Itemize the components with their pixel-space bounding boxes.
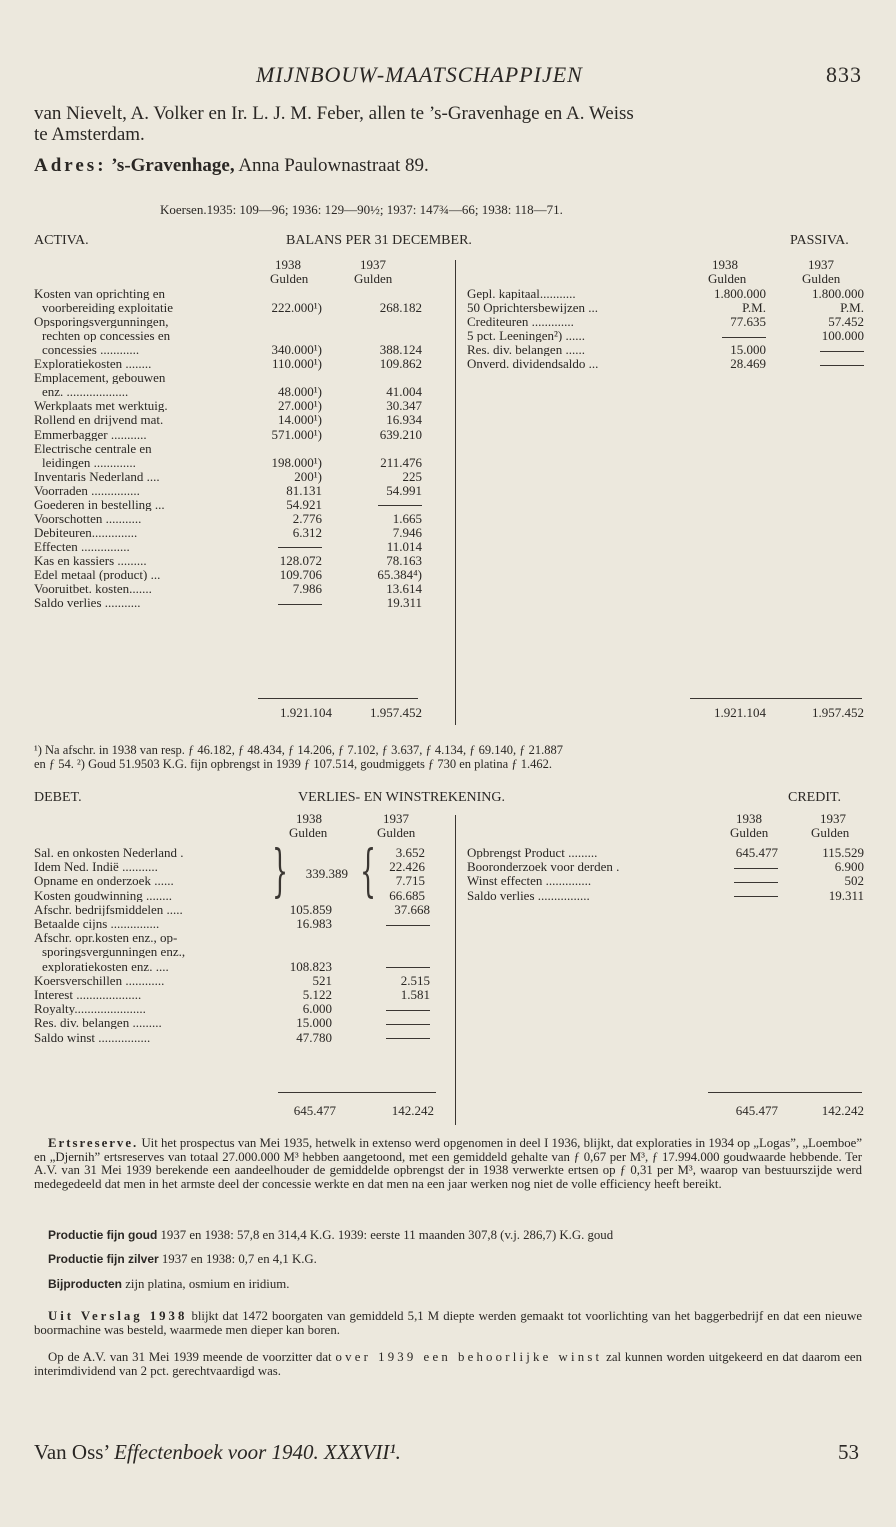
- activa-value-1937: 11.014: [386, 538, 422, 554]
- passiva-total-rule: [690, 698, 862, 699]
- activa-value-1937: 225: [402, 468, 422, 484]
- credit-value-1938: 645.477: [735, 845, 778, 860]
- activa-value-1938: 54.921: [286, 496, 322, 512]
- activa-value-1937: 16.934: [386, 412, 422, 428]
- passiva-row-label: Res. div. belangen ......: [467, 343, 585, 357]
- debet-value-1937: [336, 1002, 430, 1015]
- dash-mark: [386, 967, 430, 968]
- debet-value-1938: 6.000: [302, 1001, 332, 1017]
- activa-row-label: Kas en kassiers .........: [34, 553, 147, 567]
- activa-value-1938: [220, 540, 322, 553]
- credit-row-label: Saldo verlies ................: [467, 888, 590, 902]
- debet-grouped-label: Idem Ned. Indië ...........: [34, 860, 158, 874]
- bijproducten-body: zijn platina, osmium en iridium.: [125, 1277, 290, 1291]
- credit-value-1937: 19.311: [828, 887, 864, 903]
- activa-row-label: Werkplaats met werktuig.: [34, 399, 168, 413]
- passiva-value-1938: 15.000: [730, 342, 766, 358]
- dash-mark: [386, 1024, 430, 1025]
- passiva-row-label: 50 Oprichtersbewijzen ...: [467, 301, 599, 315]
- activa-value-1938: 48.000¹): [278, 384, 322, 400]
- activa-value-1938: 571.000¹): [271, 426, 322, 442]
- credit-value-1938: [700, 874, 778, 887]
- passiva-row-label: Onverd. dividendsaldo ...: [467, 357, 599, 371]
- brace-right: {: [360, 839, 377, 904]
- activa-total-rule: [258, 698, 418, 699]
- debet-value-1937: 2.515: [400, 972, 430, 988]
- credit-row-label: Winst effecten ..............: [467, 874, 592, 888]
- activa-row-label: Exploratiekosten ........: [34, 357, 152, 371]
- activa-value-1937: 639.210: [379, 426, 422, 442]
- activa-value-1937: 1.665: [392, 510, 422, 526]
- activa-value-1938: 200¹): [294, 468, 322, 484]
- debet-value-1938: 108.823: [289, 958, 332, 974]
- footer-book: Effectenboek voor 1940. XXXVII¹.: [114, 1440, 401, 1464]
- activa-row-label: Voorraden ...............: [34, 483, 140, 497]
- passiva-year-1938: 1938: [712, 257, 738, 272]
- address-street: Anna Paulownastraat 89.: [238, 155, 429, 176]
- credit-unit-1937: Gulden: [811, 825, 850, 840]
- passiva-value-1938: P.M.: [742, 300, 766, 316]
- verslag-label: Uit Verslag 1938: [48, 1309, 188, 1323]
- activa-value-1938: 7.986: [292, 581, 322, 597]
- dash-mark: [734, 896, 778, 897]
- passiva-unit-1937: Gulden: [802, 271, 841, 286]
- credit-total-1938: 645.477: [735, 1103, 778, 1118]
- debet-grouped-1937: 22.426: [389, 859, 425, 875]
- activa-value-1937: 19.311: [386, 595, 422, 611]
- credit-value-1937: 502: [844, 873, 864, 889]
- debet-value-1938: 16.983: [296, 916, 332, 931]
- activa-value-1938: 6.312: [292, 524, 322, 540]
- debet-unit-1938: Gulden: [289, 825, 328, 840]
- footnote-2: en ƒ 54. ²) Goud 51.9503 K.G. fijn opbrengst in 1939 ƒ 107.514, goudmiggets ƒ 730 en platina ƒ 1.462.: [34, 757, 552, 771]
- av-spaced: over 1939 een behoorlijke winst: [335, 1350, 603, 1364]
- activa-value-1937: 109.862: [379, 356, 422, 372]
- passiva-value-1938: 28.469: [730, 356, 766, 372]
- running-title: MIJNBOUW-MAATSCHAPPIJEN: [256, 62, 583, 87]
- activa-value-1937: 268.182: [379, 300, 422, 316]
- credit-year-1937: 1937: [820, 811, 846, 826]
- activa-row-label: Saldo verlies ...........: [34, 596, 141, 610]
- activa-value-1938: 27.000¹): [278, 398, 322, 414]
- passiva-value-1937: 57.452: [828, 314, 864, 330]
- verslag-body: blijkt dat 1472 boorgaten van gemiddeld 5,1 M diepte werden gemaakt tot voorlichting van het baggerbedrijf en dat een nieuwe boormachine was besteld, waarmede men dieper kan boren.: [34, 1309, 862, 1337]
- activa-row-label: Opsporingsvergunningen,: [34, 315, 169, 329]
- activa-row-label: Debiteuren..............: [34, 525, 138, 539]
- activa-row-label: Electrische centrale en: [34, 441, 152, 455]
- activa-value-1937: 211.476: [380, 454, 422, 470]
- intro-line-1: van Nievelt, A. Volker en Ir. L. J. M. Feber, allen te ’s-Gravenhage en A. Weiss: [34, 103, 634, 124]
- credit-unit-1938: Gulden: [730, 825, 769, 840]
- verslag-paragraph: [34, 1310, 862, 1337]
- activa-value-1938: 222.000¹): [271, 300, 322, 316]
- activa-year-1938: 1938: [275, 257, 301, 272]
- debet-row-label: Afschr. opr.kosten enz., op-: [34, 931, 178, 945]
- passiva-value-1938: [670, 329, 766, 342]
- activa-total-1937: 1.957.452: [370, 705, 422, 720]
- credit-value-1938: [700, 889, 778, 902]
- wv-divider: [455, 815, 456, 1125]
- activa-row-label: Vooruitbet. kosten.......: [34, 582, 152, 596]
- debet-value-1937: [336, 1016, 430, 1029]
- av-paragraph: [34, 1351, 862, 1378]
- debet-grouped-label: Kosten goudwinning ........: [34, 888, 172, 902]
- passiva-value-1937: [766, 343, 864, 356]
- productie-goud-body: 1937 en 1938: 57,8 en 314,4 K.G. 1939: eerste 11 maanden 307,8 (v.j. 286,7) K.G. goud: [160, 1228, 614, 1242]
- passiva-year-1937: 1937: [808, 257, 834, 272]
- passiva-row-label: 5 pct. Leeningen²) ......: [467, 329, 585, 343]
- debet-value-1938: 105.859: [289, 901, 332, 917]
- activa-value-1938: 14.000¹): [278, 412, 322, 428]
- debet-grouped-1937: 66.685: [389, 887, 425, 903]
- productie-goud: [48, 1228, 613, 1243]
- debet-grouped-label: Sal. en onkosten Nederland .: [34, 846, 184, 859]
- debet-value-1937: [336, 1031, 430, 1044]
- debet-row-label: sporingsvergunningen enz.,: [42, 945, 186, 959]
- passiva-value-1937: P.M.: [840, 300, 864, 316]
- activa-value-1938: 128.072: [279, 552, 322, 568]
- footer-source: [34, 1440, 401, 1465]
- activa-total-1938: 1.921.104: [280, 705, 332, 720]
- address-line: [34, 155, 429, 177]
- dash-mark: [386, 1010, 430, 1011]
- debet-row-label: Royalty......................: [34, 1002, 146, 1016]
- activa-row-label: Emmerbagger ...........: [34, 427, 147, 441]
- dash-mark: [378, 505, 422, 506]
- activa-value-1937: 388.124: [379, 342, 422, 358]
- dash-mark: [386, 925, 430, 926]
- debet-total-rule: [278, 1092, 436, 1093]
- passiva-value-1937: 1.800.000: [812, 286, 864, 301]
- credit-row-label: Booronderzoek voor derden .: [467, 860, 620, 874]
- debet-value-1938: 15.000: [296, 1015, 332, 1031]
- activa-value-1938: 109.706: [279, 567, 322, 582]
- debet-grouped-1937: 7.715: [395, 873, 425, 889]
- activa-value-1938: 2.776: [292, 510, 322, 526]
- activa-value-1938: 110.000¹): [272, 356, 322, 372]
- dash-mark: [820, 351, 864, 352]
- brace-left: }: [272, 839, 289, 904]
- av-body-1: Op de A.V. van 31 Mei 1939 meende de voorzitter dat: [48, 1350, 332, 1364]
- debet-value-1937: 1.581: [400, 987, 430, 1002]
- credit-value-1938: [700, 860, 778, 873]
- activa-value-1938: 340.000¹): [271, 342, 322, 358]
- credit-row-label: Opbrengst Product .........: [467, 846, 598, 859]
- debet-value-1937: [336, 917, 430, 930]
- footer-page-number: 53: [838, 1440, 859, 1464]
- credit-total-rule: [708, 1092, 862, 1093]
- activa-row-label: concessies ............: [42, 343, 140, 357]
- passiva-total-1937: 1.957.452: [812, 705, 864, 720]
- activa-row-label: Goederen in bestelling ...: [34, 497, 165, 511]
- debet-value-1938: 5.122: [302, 987, 332, 1002]
- productie-zilver-body: 1937 en 1938: 0,7 en 4,1 K.G.: [161, 1252, 317, 1266]
- activa-value-1937: [330, 498, 422, 511]
- credit-label: CREDIT.: [788, 790, 842, 805]
- activa-value-1938: 81.131: [286, 482, 322, 498]
- debet-year-1938: 1938: [296, 811, 322, 826]
- passiva-row-label: Gepl. kapitaal...........: [467, 287, 576, 300]
- activa-year-1937: 1937: [360, 257, 386, 272]
- debet-row-label: exploratiekosten enz. ....: [42, 959, 169, 973]
- activa-label: ACTIVA.: [34, 233, 89, 248]
- activa-row-label: Inventaris Nederland ....: [34, 469, 160, 483]
- debet-value-1937: [336, 960, 430, 973]
- debet-grouped-label: Opname en onderzoek ......: [34, 874, 174, 888]
- activa-row-label: leidingen .............: [42, 455, 136, 469]
- debet-grouped-1938: 339.389: [305, 866, 348, 882]
- credit-year-1938: 1938: [736, 811, 762, 826]
- dash-mark: [722, 337, 766, 338]
- bijproducten: [48, 1277, 289, 1292]
- ertsreserve-paragraph: [34, 1137, 862, 1191]
- productie-zilver-label: Productie fijn zilver: [48, 1252, 159, 1266]
- activa-row-label: Rollend en drijvend mat.: [34, 413, 164, 427]
- debet-unit-1937: Gulden: [377, 825, 416, 840]
- address-city: ’s-Gravenhage,: [111, 155, 235, 176]
- activa-row-label: Effecten ...............: [34, 539, 130, 553]
- passiva-value-1938: 1.800.000: [714, 286, 766, 301]
- activa-row-label: Emplacement, gebouwen: [34, 371, 166, 385]
- debet-row-label: Saldo winst ................: [34, 1030, 151, 1044]
- debet-label: DEBET.: [34, 790, 82, 805]
- credit-value-1937: 115.529: [822, 845, 864, 860]
- activa-row-label: enz. ...................: [42, 385, 129, 399]
- av-body-2: zal kunnen worden uitgekeerd en dat daarom een interimdividend van 2 pct. gerechtvaardigd was.: [34, 1350, 863, 1378]
- footnote-1: ¹) Na afschr. in 1938 van resp. ƒ 46.182, ƒ 48.434, ƒ 14.206, ƒ 7.102, ƒ 3.637, ƒ 4.134, ƒ 69.140, ƒ 21.887: [34, 743, 564, 757]
- debet-row-label: Res. div. belangen .........: [34, 1016, 162, 1030]
- dash-mark: [734, 882, 778, 883]
- debet-row-label: Betaalde cijns ...............: [34, 917, 160, 930]
- balans-divider: [455, 260, 456, 725]
- dash-mark: [386, 1038, 430, 1039]
- page-number: 833: [826, 62, 862, 87]
- passiva-label: PASSIVA.: [790, 233, 849, 248]
- ertsreserve-body: Uit het prospectus van Mei 1935, hetwelk in extenso werd opgenomen in deel I 1936, blijkt, dat exploraties in 1934 op „Logas”, „Loemboe” en „Djernih” ertsreserves van totaal 27.000.000 M³ hebben aangetoond, met een gemiddeld gehalte van ƒ 0,67 per M³, ƒ 17.994.000 goudwaarde hebbende. Ter A.V. van 31 Mei 1939 berekende een aandeelhouder de gemiddelde opbrengst der in 1938 verwerkte ertsen op ƒ 0,31 per M³, waarop van bestuurszijde werd medegedeeld dat men in het armste deel der concessie werkte en dat men na een jaar werken nog niet de volle efficiency heeft bereikt.: [34, 1136, 863, 1191]
- address-label: Adres:: [34, 155, 107, 176]
- ertsreserve-label: Ertsreserve.: [48, 1136, 139, 1150]
- dash-mark: [734, 868, 778, 869]
- debet-row-label: Afschr. bedrijfsmiddelen .....: [34, 902, 183, 916]
- passiva-value-1937: 100.000: [821, 328, 864, 344]
- activa-row-label: rechten op concessies en: [42, 329, 171, 343]
- credit-value-1937: 6.900: [834, 859, 864, 875]
- activa-row-label: voorbereiding exploitatie: [42, 301, 174, 315]
- activa-row-label: Edel metaal (product) ...: [34, 568, 161, 581]
- debet-value-1938: 47.780: [296, 1029, 332, 1045]
- activa-value-1937: 54.991: [386, 482, 422, 498]
- footer-publisher: Van Oss’: [34, 1440, 109, 1464]
- bijproducten-label: Bijproducten: [48, 1277, 122, 1291]
- wv-title: VERLIES- EN WINSTREKENING.: [298, 790, 505, 805]
- activa-value-1938: 198.000¹): [271, 454, 322, 470]
- intro-line-2: te Amsterdam.: [34, 124, 145, 145]
- debet-row-label: Koersverschillen ............: [34, 973, 165, 987]
- credit-total-1937: 142.242: [821, 1103, 864, 1118]
- activa-value-1937: 65.384⁴): [377, 567, 422, 582]
- activa-value-1937: 7.946: [392, 524, 422, 540]
- passiva-total-1938: 1.921.104: [714, 705, 766, 720]
- activa-value-1937: 13.614: [386, 581, 422, 597]
- passiva-unit-1938: Gulden: [708, 271, 747, 286]
- dash-mark: [820, 365, 864, 366]
- debet-value-1938: 521: [312, 972, 332, 988]
- activa-value-1937: 78.163: [386, 552, 422, 568]
- debet-grouped-1937: 3.652: [395, 845, 425, 860]
- passiva-row-label: Crediteuren .............: [467, 315, 574, 329]
- dash-mark: [278, 604, 322, 605]
- debet-total-1938: 645.477: [293, 1103, 336, 1118]
- koersen-line: Koersen.1935: 109—96; 1936: 129—90½; 1937: 147¾—66; 1938: 118—71.: [160, 202, 563, 217]
- activa-unit-1938: Gulden: [270, 271, 309, 286]
- dash-mark: [278, 547, 322, 548]
- debet-total-1937: 142.242: [391, 1103, 434, 1118]
- debet-year-1937: 1937: [383, 811, 409, 826]
- activa-value-1937: 30.347: [386, 398, 422, 414]
- debet-row-label: Interest ....................: [34, 988, 142, 1001]
- activa-row-label: Kosten van oprichting en: [34, 287, 166, 300]
- activa-unit-1937: Gulden: [354, 271, 393, 286]
- balans-title: BALANS PER 31 DECEMBER.: [286, 233, 472, 248]
- debet-value-1937: 37.668: [394, 901, 430, 917]
- productie-zilver: [48, 1252, 317, 1267]
- activa-row-label: Voorschotten ...........: [34, 511, 142, 525]
- activa-value-1937: 41.004: [386, 384, 422, 400]
- passiva-value-1938: 77.635: [730, 314, 766, 330]
- activa-value-1938: [220, 596, 322, 609]
- productie-goud-label: Productie fijn goud: [48, 1228, 158, 1242]
- passiva-value-1937: [766, 357, 864, 370]
